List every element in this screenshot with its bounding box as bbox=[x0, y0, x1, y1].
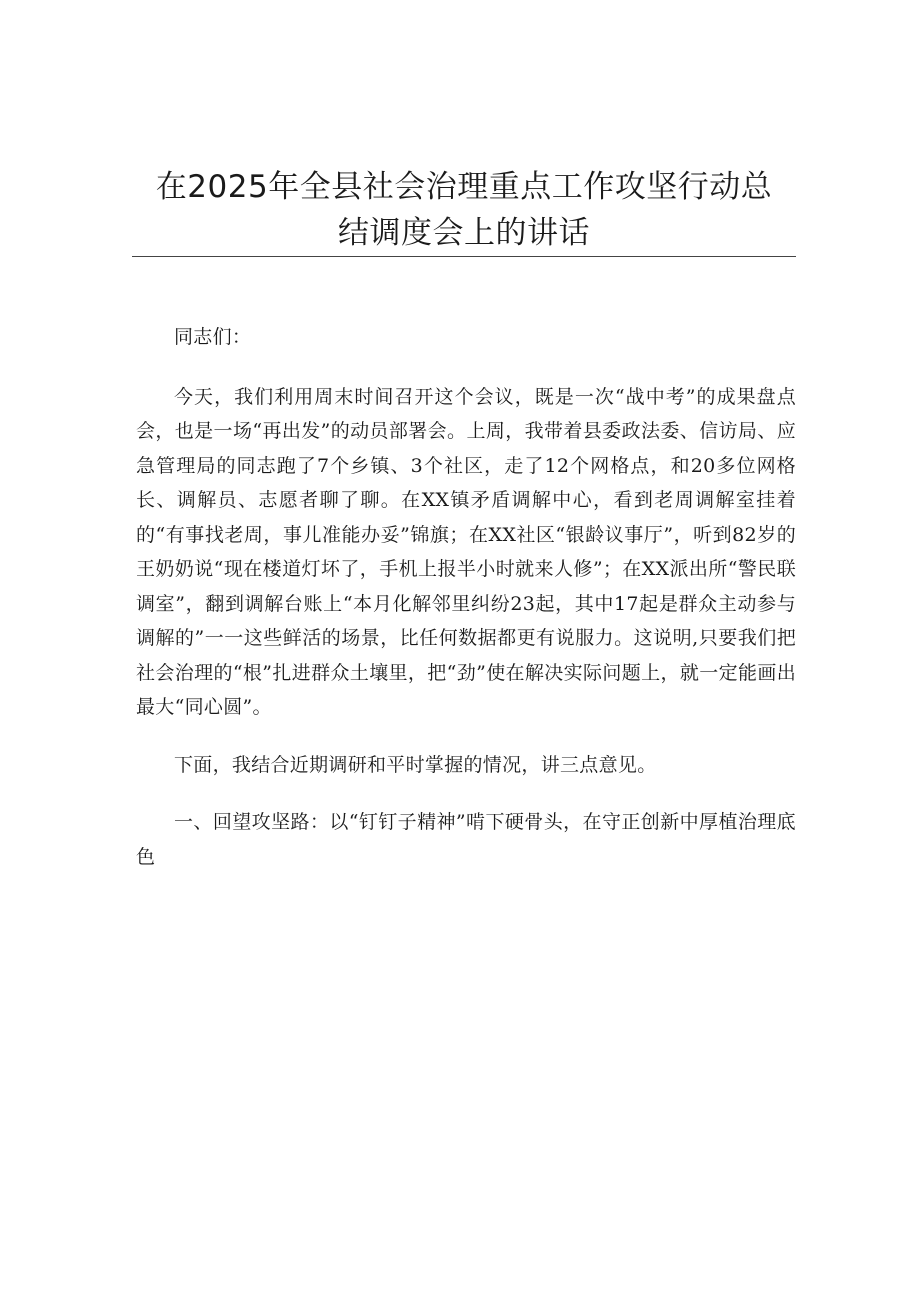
salutation: 同志们： bbox=[174, 326, 252, 348]
title-underline bbox=[132, 256, 796, 257]
paragraph-transition: 下面，我结合近期调研和平时掌握的情况，讲三点意见。 bbox=[174, 753, 657, 776]
document-title bbox=[132, 165, 796, 255]
title-line-2: 结调度会上的讲话 bbox=[338, 215, 590, 251]
section-heading-1: 一、回望攻坚路：以“钉钉子精神”啃下硬骨头，在守正创新中厚植治理底色 bbox=[136, 811, 796, 868]
title-line-1: 在2025年全县社会治理重点工作攻坚行动总 bbox=[155, 169, 773, 205]
document-body bbox=[136, 320, 796, 874]
paragraph-opening: 今天，我们利用周末时间召开这个会议，既是一次“战中考”的成果盘点会，也是一场“再出发”的动员部署会。上周，我带着县委政法委、信访局、应急管理局的同志跑了7个乡镇、3个社区，走了12个网格点，和20多位网格长、调解员、志愿者聊了聊。在XX镇矛盾调解中心，看到老周调解室挂着的“有事找老周，事儿准能办妥”锦旗；在XX社区“银龄议事厅”，听到82岁的王奶奶说“现在楼道灯坏了，手机上报半小时就来人修”；在XX派出所“警民联调室”，翻到调解台账上“本月化解邻里纠纷23起，其中17起是群众主动参与调解的”一一这些鲜活的场景，比任何数据都更有说服力。这说明,只要我们把社会治理的“根”扎进群众土壤里，把“劲”使在解决实际问题上，就一定能画出最大“同心圆”。 bbox=[136, 385, 796, 718]
